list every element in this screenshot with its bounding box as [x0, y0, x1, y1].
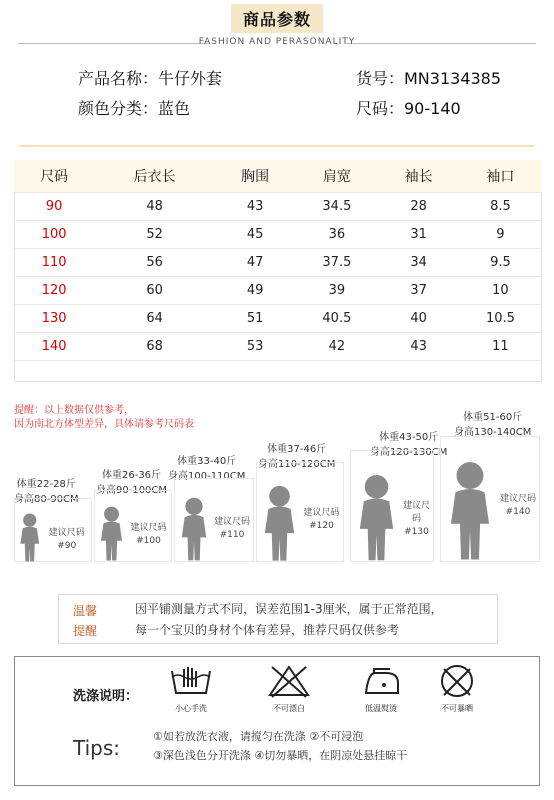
warm-title-2: 提醒 — [73, 624, 98, 638]
table-row — [14, 248, 542, 276]
cell-size: 130 — [14, 304, 94, 332]
warm-text-2: 每一个宝贝的身材个体有差异，推荐尺码仅供参考 — [135, 623, 400, 637]
product-color: 颜色分类：蓝色 — [78, 99, 191, 118]
cell: 37.5 — [295, 248, 378, 276]
cell: 10.5 — [459, 304, 542, 332]
warm-title-1: 温馨 — [73, 604, 98, 618]
cell: 42 — [295, 332, 378, 360]
warm-title — [73, 601, 97, 641]
cell: 8.5 — [459, 192, 542, 220]
header-size: 尺码 — [14, 160, 94, 192]
hand-wash-caption: 小心手洗 — [175, 704, 207, 713]
kid-silhouette-icon — [442, 461, 498, 562]
kid-weight: 体重26-36斤 — [101, 470, 162, 481]
wash-label: 洗涤说明： — [73, 689, 139, 704]
kid-height: 身高80-90CM — [14, 494, 79, 505]
product-sku: 货号：MN3134385 — [356, 69, 502, 88]
kid-recommended-size — [125, 522, 172, 548]
header-shoulder: 肩宽 — [295, 160, 378, 192]
empty-cell — [14, 360, 542, 389]
cell: 40.5 — [295, 304, 378, 332]
note-line-1: 提醒：以上数据仅供参考， — [14, 405, 134, 416]
info-divider — [20, 145, 534, 147]
cell: 64 — [94, 304, 215, 332]
table-row — [14, 332, 542, 360]
silhouette-body — [182, 515, 206, 560]
cell: 53 — [215, 332, 295, 360]
warm-text — [135, 599, 443, 641]
kid-advice: 建议尺码 — [48, 527, 85, 538]
no-sun-icon — [429, 663, 485, 714]
kid-size: #120 — [309, 521, 334, 531]
no-sun-caption: 不可暴晒 — [441, 704, 473, 713]
cell: 36 — [295, 220, 378, 248]
kid-recommended-size — [496, 493, 540, 519]
kid-recommended-size — [299, 507, 344, 533]
kid-advice: 建议尺码 — [402, 501, 430, 525]
page-subtitle: FASHION AND PERASONALITY — [198, 37, 356, 47]
tips-label: Tips: — [73, 736, 121, 760]
kid-recommended-size — [42, 527, 93, 553]
low-iron-icon — [353, 663, 409, 714]
cell: 37 — [378, 276, 458, 304]
cell-size: 140 — [14, 332, 94, 360]
cell: 31 — [378, 220, 458, 248]
cell: 68 — [94, 332, 215, 360]
cell: 56 — [94, 248, 215, 276]
table-header-row — [14, 160, 542, 192]
kid-silhouette-icon — [16, 513, 44, 563]
kid-height: 身高120-130CM — [370, 447, 448, 458]
kid-size: #130 — [404, 527, 429, 538]
wash-instructions — [14, 656, 540, 786]
cell: 34 — [378, 248, 458, 276]
kid-weight: 体重43-50斤 — [379, 432, 439, 443]
header-sleeve: 袖长 — [378, 160, 458, 192]
cell-size: 110 — [14, 248, 94, 276]
kid-height: 身高130-140CM — [454, 427, 532, 438]
hand-wash-icon — [163, 663, 219, 714]
kid-silhouette-icon — [352, 474, 401, 562]
cell: 28 — [378, 192, 458, 220]
warm-text-1: 因平铺测量方式不同，误差范围1-3厘米，属于正常范围， — [135, 602, 443, 616]
kid-recommended-size — [210, 516, 254, 542]
cell-size: 100 — [14, 220, 94, 248]
kid-advice: 建议尺码 — [499, 493, 536, 504]
table-row — [14, 192, 542, 220]
silhouette-head — [104, 507, 119, 522]
product-name: 产品名称：牛仔外套 — [78, 69, 223, 88]
silhouette-body — [451, 489, 489, 560]
kid-advice: 建议尺码 — [213, 516, 250, 527]
kid-size: #110 — [219, 529, 245, 540]
cell: 49 — [215, 276, 295, 304]
silhouette-head — [23, 513, 36, 526]
cell: 9 — [459, 220, 542, 248]
product-size-range: 尺码：90-140 — [356, 99, 461, 118]
no-bleach-caption: 不可漂白 — [273, 704, 305, 713]
size-table — [14, 160, 542, 389]
no-bleach-icon — [261, 663, 317, 714]
silhouette-body — [265, 506, 294, 560]
cell: 52 — [94, 220, 215, 248]
table-row-empty — [14, 360, 542, 389]
silhouette-head — [457, 462, 484, 489]
silhouette-head — [365, 475, 389, 499]
kid-recommended-size — [399, 500, 434, 539]
kid-height: 身高90-100CM — [96, 485, 168, 496]
kid-weight: 体重37-46斤 — [267, 444, 327, 455]
cell: 48 — [94, 192, 215, 220]
kid-size: #140 — [505, 506, 531, 517]
cell: 39 — [295, 276, 378, 304]
warm-reminder — [58, 594, 498, 644]
low-iron-caption: 低温熨烫 — [365, 704, 397, 713]
page-title: 商品参数 — [231, 4, 323, 33]
silhouette-head — [269, 485, 290, 506]
cell: 45 — [215, 220, 295, 248]
kid-size: #90 — [57, 540, 77, 551]
silhouette-body — [20, 526, 39, 561]
cell: 43 — [215, 192, 295, 220]
kid-weight: 体重33-40斤 — [177, 456, 237, 467]
cell: 60 — [94, 276, 215, 304]
silhouette-body — [360, 498, 393, 560]
cell: 11 — [459, 332, 542, 360]
cell: 34.5 — [295, 192, 378, 220]
cell-size: 120 — [14, 276, 94, 304]
table-row — [14, 304, 542, 332]
kid-height: 身高100-110CM — [168, 471, 246, 482]
table-row — [14, 276, 542, 304]
cell-size: 90 — [14, 192, 94, 220]
cell: 47 — [215, 248, 295, 276]
silhouette-body — [101, 522, 122, 561]
table-row — [14, 220, 542, 248]
cell: 40 — [378, 304, 458, 332]
kid-size: #100 — [136, 536, 161, 547]
tip-line-2: ③深色浅色分开洗涤 ④切勿暴晒，在阴凉处悬挂晾干 — [153, 749, 408, 762]
header-cuff: 袖口 — [459, 160, 542, 192]
kid-weight: 体重22-28斤 — [16, 479, 76, 490]
tip-line-1: ①如若放洗衣液，请搅匀在洗涤 ②不可浸泡 — [153, 730, 364, 743]
kid-height: 身高110-120CM — [258, 459, 336, 470]
cell: 10 — [459, 276, 542, 304]
kid-advice: 建议尺码 — [303, 508, 340, 518]
note-line-2: 因为南北方体型差异，具体请参考尺码表 — [14, 419, 194, 430]
kid-silhouette-icon — [176, 497, 212, 562]
cell: 9.5 — [459, 248, 542, 276]
cell: 43 — [378, 332, 458, 360]
kid-silhouette-icon — [258, 485, 301, 562]
cell: 51 — [215, 304, 295, 332]
kid-advice: 建议尺码 — [130, 523, 167, 534]
header-back-length: 后衣长 — [94, 160, 215, 192]
kid-weight: 体重51-60斤 — [463, 412, 523, 423]
title-wrap — [0, 4, 554, 33]
kid-weight-height-label — [454, 408, 531, 438]
header-chest: 胸围 — [215, 160, 295, 192]
kid-silhouette-icon — [96, 506, 127, 562]
silhouette-head — [185, 498, 202, 515]
